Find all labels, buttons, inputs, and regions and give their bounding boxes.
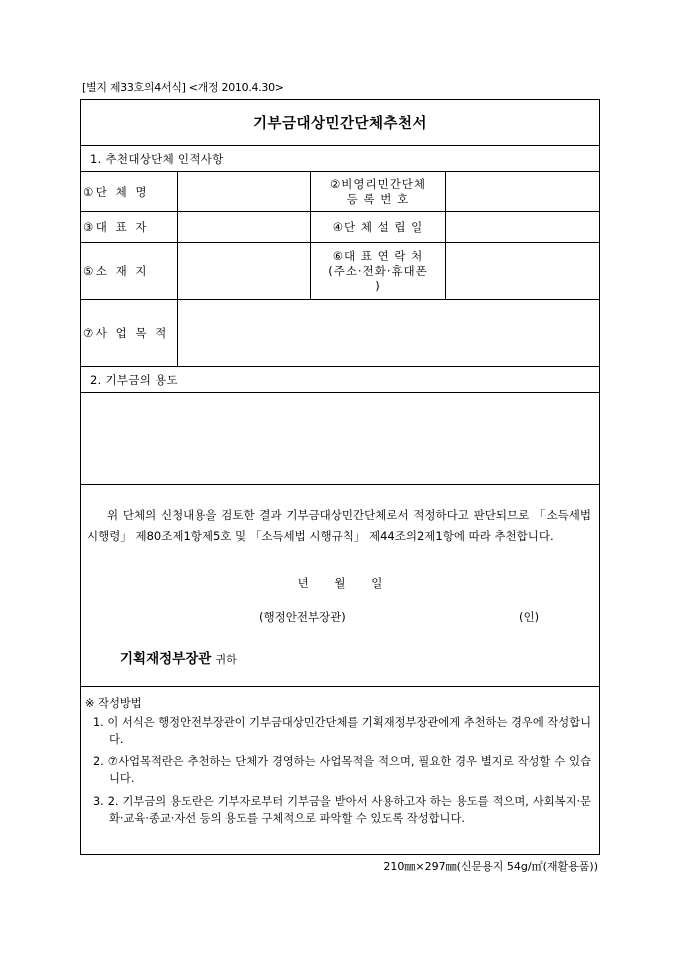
value-contact[interactable]: [446, 243, 599, 299]
recommendation-text: 위 단체의 신청내용을 검토한 결과 기부금대상민간단체로서 적정하다고 판단되므로 「소득세법 시행령」 제80조제1항제5호 및 「소득세법 시행규칙」 제44조의2제1항에 따라 추천합니다.: [87, 508, 591, 543]
label-org-name: ①단 체 명: [81, 172, 178, 211]
value-org-name[interactable]: [178, 172, 311, 211]
row-org-name: [81, 172, 599, 212]
row-purpose: [81, 300, 599, 367]
value-donation-use[interactable]: [81, 393, 599, 485]
instruction-item: 3. 2. 기부금의 용도란은 기부자로부터 기부금을 받아서 사용하고자 하는 용도를 적으며, 사회복지·문화·교육·종교·자선 등의 용도를 구체적으로 파악할 수 있도록 작성합니다.: [93, 795, 591, 825]
instructions-header: ※ 작성방법: [85, 697, 142, 710]
value-location[interactable]: [178, 243, 311, 299]
label-reg-number-line2: 등 록 번 호: [346, 191, 410, 206]
label-reg-number-line1: ②비영리민간단체: [329, 176, 427, 191]
instruction-item: 1. 이 서식은 행정안전부장관이 기부금대상민간단체를 기획재정부장관에게 추천하는 경우에 작성합니다.: [93, 716, 591, 746]
label-contact: [311, 243, 446, 299]
label-representative: ③대 표 자: [81, 212, 178, 242]
recommendation-block: [81, 485, 599, 687]
section1-title: 1. 추천대상단체 인적사항: [81, 146, 599, 172]
paper-spec: 210㎜×297㎜(신문용지 54g/㎡(재활용품)): [383, 860, 598, 873]
form-title: 기부금대상민간단체추천서: [81, 100, 599, 146]
label-purpose: ⑦사 업 목 적: [81, 300, 178, 366]
addressee-suffix: 귀하: [215, 653, 237, 666]
date-line: 년 월 일: [297, 576, 383, 590]
signer: (행정안전부장관): [259, 610, 346, 624]
seal-mark: (인): [519, 610, 540, 624]
label-contact-line1: ⑥대 표 연 락 처: [332, 248, 424, 263]
addressee: 기획재정부장관: [120, 651, 212, 667]
value-reg-number[interactable]: [446, 172, 599, 211]
value-founded-date[interactable]: [446, 212, 599, 242]
value-representative[interactable]: [178, 212, 311, 242]
label-founded-date: ④단 체 설 립 일: [311, 212, 446, 242]
recommendation-form: [80, 99, 600, 855]
label-contact-line3: ): [375, 278, 381, 293]
label-contact-line2: (주소·전화·휴대폰: [328, 263, 428, 278]
addressee-line: [120, 647, 237, 667]
instruction-item: 2. ⑦사업목적란은 추천하는 단체가 경영하는 사업목적을 적으며, 필요한 경우 별지로 작성할 수 있습니다.: [93, 755, 591, 785]
row-representative: [81, 212, 599, 243]
value-purpose[interactable]: [178, 300, 599, 366]
label-reg-number: [311, 172, 446, 211]
label-location: ⑤소 재 지: [81, 243, 178, 299]
form-number-note: [별지 제33호의4서식] <개정 2010.4.30>: [82, 81, 284, 94]
section2-title: 2. 기부금의 용도: [81, 367, 599, 393]
row-location: [81, 243, 599, 300]
